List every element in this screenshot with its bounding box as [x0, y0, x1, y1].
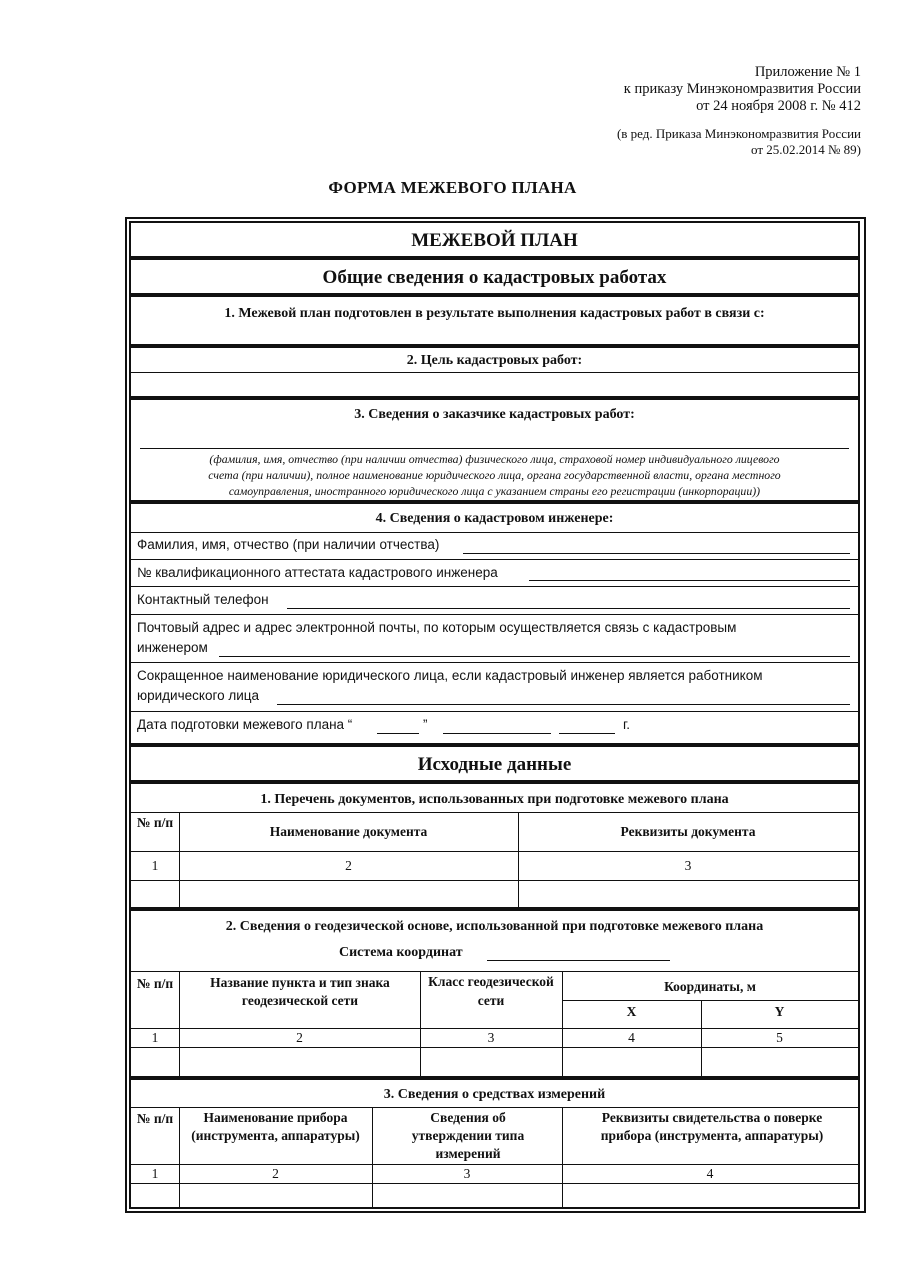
form-title: ФОРМА МЕЖЕВОГО ПЛАНА	[328, 178, 577, 197]
geo-col-point: Название пункта и тип знака геодезической сети	[210, 975, 390, 1008]
geo-num-2: 2	[296, 1030, 303, 1045]
general-title-block	[129, 258, 860, 295]
organization-label-1: Сокращенное наименование юридического лица, если кадастровый инженер является работником	[137, 668, 763, 683]
coord-system-label: Система координат	[339, 945, 463, 960]
section-4-title: 4. Сведения о кадастровом инженере:	[375, 511, 614, 526]
col-divider	[420, 971, 421, 1076]
date-label: Дата подготовки межевого плана “	[137, 717, 353, 732]
customer-note-1: (фамилия, имя, отчество (при наличии отчества) физического лица, страховой номер индивидуального лицевого	[209, 452, 780, 466]
inst-num-3: 3	[463, 1166, 471, 1181]
geodetic-table-title: 2. Сведения о геодезической основе, использованной при подготовке межевого плана	[225, 919, 764, 934]
doc-col-name: Наименование документа	[269, 824, 428, 839]
row-divider	[131, 662, 858, 663]
section-3-block	[129, 398, 860, 502]
row-divider	[131, 851, 858, 852]
section-1-block	[129, 295, 860, 346]
date-day-field[interactable]	[377, 733, 419, 734]
edition-note	[617, 126, 861, 158]
source-title-block	[129, 745, 860, 782]
geo-col-number: № п/п	[136, 976, 174, 991]
col-divider	[179, 971, 180, 1076]
organization-field[interactable]	[277, 704, 850, 705]
plan-title: МЕЖЕВОЙ ПЛАН	[411, 230, 578, 251]
geodetic-table	[129, 909, 860, 1078]
row-divider	[131, 1107, 858, 1108]
section-1-title: 1. Межевой план подготовлен в результате выполнения кадастровых работ в связи с:	[224, 306, 765, 321]
col-divider	[372, 1107, 373, 1207]
doc-num-1: 1	[151, 858, 159, 873]
inst-col-approval: Сведения об утверждении типа измерений	[411, 1110, 525, 1161]
general-title: Общие сведения о кадастровых работах	[322, 267, 667, 288]
coord-system-field[interactable]	[487, 960, 670, 961]
row-divider	[131, 614, 858, 615]
row-divider	[131, 711, 858, 712]
geo-num-3: 3	[487, 1030, 495, 1045]
row-divider	[131, 1183, 858, 1184]
geo-col-y: Y	[774, 1004, 785, 1019]
plan-title-block	[129, 221, 860, 258]
geo-col-coords: Координаты, м	[664, 979, 756, 994]
inst-num-4: 4	[706, 1166, 714, 1181]
col-divider	[179, 1107, 180, 1207]
row-divider	[131, 812, 858, 813]
phone-label: Контактный телефон	[137, 592, 269, 607]
section-2-title: 2. Цель кадастровых работ:	[406, 353, 583, 368]
certificate-field[interactable]	[529, 580, 850, 581]
date-year-field[interactable]	[559, 733, 615, 734]
geo-num-5: 5	[776, 1030, 783, 1045]
date-quote: ”	[423, 717, 428, 732]
customer-line[interactable]	[140, 448, 849, 449]
engineer-name-label: Фамилия, имя, отчество (при наличии отчества)	[137, 537, 440, 552]
row-divider	[131, 1047, 858, 1048]
section-4-block	[129, 502, 860, 745]
appendix-note	[624, 64, 861, 115]
doc-num-2: 2	[345, 858, 352, 873]
source-title: Исходные данные	[417, 754, 572, 775]
edition-line-1: (в ред. Приказа Минэкономразвития России	[616, 126, 861, 141]
row-divider	[131, 1164, 858, 1165]
engineer-name-field[interactable]	[463, 553, 850, 554]
geo-col-class: Класс геодезической сети	[428, 974, 554, 1008]
organization-label-2: юридического лица	[137, 688, 259, 703]
appendix-line-1: Приложение № 1	[754, 64, 861, 80]
row-divider	[131, 1028, 858, 1029]
instruments-table	[129, 1078, 860, 1209]
edition-line-2: от 25.02.2014 № 89)	[751, 142, 861, 157]
inst-col-name: Наименование прибора (инструмента, аппаратуры)	[191, 1110, 360, 1143]
section-3-title: 3. Сведения о заказчике кадастровых работ:	[354, 407, 635, 422]
geo-num-1: 1	[151, 1030, 159, 1045]
row-divider	[131, 559, 858, 560]
customer-note-2: счета (при наличии), полное наименование юридического лица, органа государственной власти, органа местного	[208, 468, 781, 482]
row-divider	[131, 586, 858, 587]
col-divider	[562, 1107, 563, 1207]
inst-num-1: 1	[151, 1166, 159, 1181]
certificate-label: № квалификационного аттестата кадастрового инженера	[137, 565, 498, 580]
appendix-line-2: к приказу Минэкономразвития России	[623, 81, 861, 97]
phone-field[interactable]	[287, 608, 850, 609]
documents-table-title: 1. Перечень документов, использованных при подготовке межевого плана	[260, 792, 729, 807]
date-month-field[interactable]	[443, 733, 551, 734]
address-label-2: инженером	[137, 640, 208, 655]
doc-num-3: 3	[684, 858, 692, 873]
instruments-table-title: 3. Сведения о средствах измерений	[383, 1087, 606, 1102]
address-label-1: Почтовый адрес и адрес электронной почты, по которым осуществляется связь с кадастровым	[137, 620, 737, 635]
doc-col-number: № п/п	[136, 815, 174, 830]
address-field[interactable]	[219, 656, 850, 657]
appendix-line-3: от 24 ноября 2008 г. № 412	[696, 98, 861, 114]
inst-col-number: № п/п	[136, 1111, 174, 1126]
date-year-suffix: г.	[623, 717, 631, 732]
geo-col-x: X	[626, 1004, 637, 1019]
inst-col-certificate: Реквизиты свидетельства о поверке прибора (инструмента, аппаратуры)	[600, 1110, 824, 1143]
row-divider	[131, 532, 858, 533]
geo-num-4: 4	[628, 1030, 635, 1045]
customer-note-3: самоуправления, иностранного юридического лица с указанием страны его регистрации (инкорпорации))	[228, 484, 761, 498]
inst-num-2: 2	[272, 1166, 279, 1181]
documents-table	[129, 782, 860, 909]
doc-col-details: Реквизиты документа	[620, 824, 756, 839]
section-2-block	[129, 346, 860, 398]
section-2-divider	[131, 372, 858, 373]
customer-note	[131, 451, 858, 499]
row-divider	[562, 1000, 858, 1001]
row-divider	[131, 880, 858, 881]
